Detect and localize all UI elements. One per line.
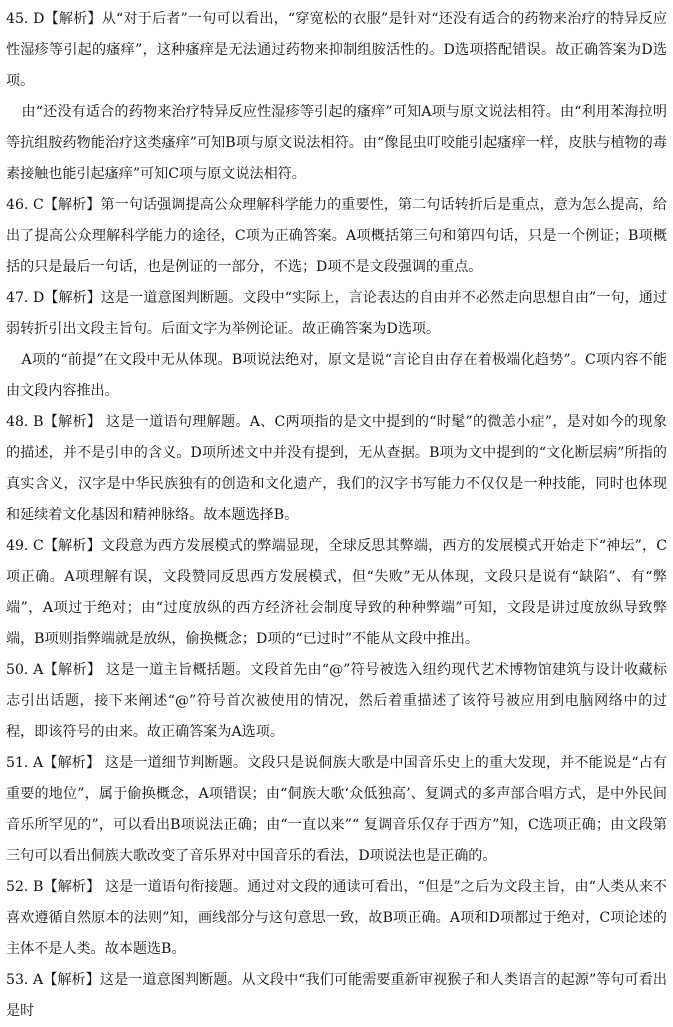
paragraph-q45-options: 由“还没有适合的药物来治疗特异反应性湿疹等引起的瘙痒”可知A项与原文说法相符。由“利用苯海拉明等抗组胺药物能治疗这类瘙痒”可知B项与原文说法相符。由“像昆虫叮咬能引起瘙痒一样，皮肤与植物的毒素接触也能引起瘙痒”可知C项与原文说法相符。 xyxy=(6,104,667,182)
paragraph-q45: 45. D【解析】从“对于后者”一句可以看出，“穿宽松的衣服”是针对“还没有适合的药物来治疗的特异反应性湿疹等引起的瘙痒”，这种瘙痒是无法通过药物来抑制组胺活性的。D选项搭配错误。故正确答案为D选项。 xyxy=(6,11,667,89)
paragraph-q52: 52. B【解析】 这是一道语句衔接题。通过对文段的通读可看出，“但是”之后为文段主旨，由“人类从来不喜欢遵循自然原本的法则”知，画线部分与这句意思一致，故B项正确。A项和D项都过于绝对，C项论述的主体不是人类。故本题选B。 xyxy=(6,879,667,957)
paragraph-q47-options: A项的“前提”在文段中无从体现。B项说法绝对，原文是说“言论自由存在着极端化趋势”。C项内容不能由文段内容推出。 xyxy=(6,352,667,399)
paragraph-q50: 50. A【解析】 这是一道主旨概括题。文段首先由“@”符号被选入纽约现代艺术博物馆建筑与设计收藏标志引出话题，接下来阐述“@”符号首次被使用的情况，然后着重描述了该符号被应用到电脑网络中的过程，即该符号的由来。故正确答案为A选项。 xyxy=(6,662,667,740)
paragraph-q46: 46. C【解析】第一句话强调提高公众理解科学能力的重要性，第二句话转折后是重点，意为怎么提高，给出了提高公众理解科学能力的途径，C项为正确答案。A项概括第三句和第四句话，只是一个例证；B项概括的只是最后一句话，也是例证的一部分，不选；D项不是文段强调的重点。 xyxy=(6,197,667,275)
paragraph-q53: 53. A【解析】这是一道意图判断题。从文段中“我们可能需要重新审视猴子和人类语言的起源”等句可看出是时 xyxy=(6,972,667,1019)
paragraph-q48: 48. B【解析】 这是一道语句理解题。A、C两项指的是文中提到的“时髦”的微恙小症”，是对如今的现象的描述，并不是引申的含义。D项所述文中并没有提到，无从查据。B项为文中提到的“文化断层病”所指的真实含义，汉字是中华民族独有的创造和文化遗产，我们的汉字书写能力不仅仅是一种技能，同时也体现和延续着文化基因和精神脉络。故本题选择B。 xyxy=(6,414,667,523)
paragraph-q47: 47. D【解析】这是一道意图判断题。文段中“实际上，言论表达的自由并不必然走向思想自由”一句，通过弱转折引出文段主旨句。后面文字为举例论证。故正确答案为D选项。 xyxy=(6,290,667,337)
paragraph-q51: 51. A【解析】 这是一道细节判断题。文段只是说侗族大歌是中国音乐史上的重大发现，并不能说是“占有重要的地位”，属于偷换概念，A项错误；由“侗族大歌‘众低独高’、复调式的多声部合唱方式，是中外民间音乐所罕见的”，可以看出B项说法正确；由“一直以来”“ 复调音乐仅存于西方”知，C选项正确；由文段第三句可以看出侗族大歌改变了音乐界对中国音乐的看法，D项说法也是正确的。 xyxy=(6,755,667,864)
paragraph-q49: 49. C【解析】文段意为西方发展模式的弊端显现，全球反思其弊端，西方的发展模式开始走下“神坛”，C项正确。A项理解有误，文段赞同反思西方发展模式，但“失败”无从体现，文段只是说有“缺陷”、有“弊端”，A项过于绝对；由“过度放纵的西方经济社会制度导致的种种弊端”可知，文段是讲过度放纵导致弊端，B项则指弊端就是放纵，偷换概念；D项的“已过时”不能从文段中推出。 xyxy=(6,538,667,647)
